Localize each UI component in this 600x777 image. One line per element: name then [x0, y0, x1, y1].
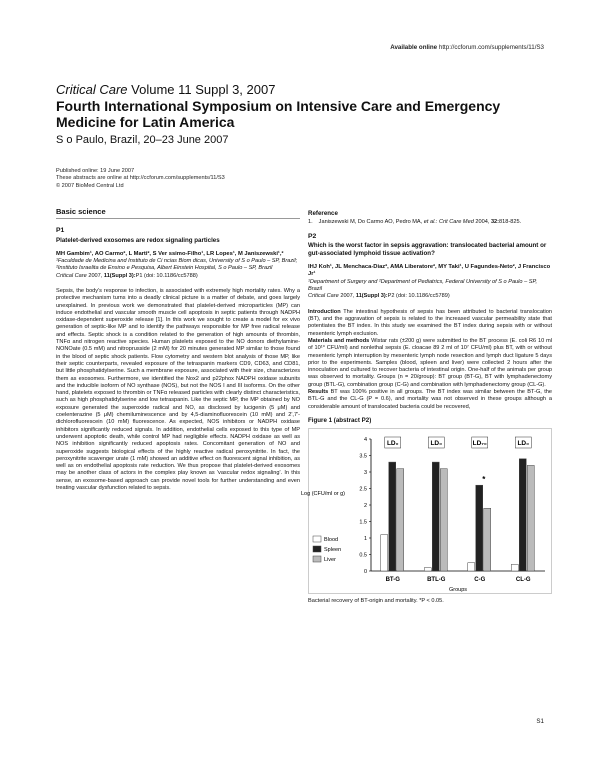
figure-caption: Bacterial recovery of BT-origin and mortality. *P < 0.05.: [308, 598, 444, 605]
bar-blood-bt-g: [381, 535, 388, 571]
journal-volume: Volume 11 Suppl 3, 2007: [131, 82, 276, 97]
y-axis-label: Log (CFU/ml or g): [300, 491, 346, 498]
ref-year: 2004,: [473, 219, 491, 226]
online-url: These abstracts are online at http://ccforum.com/supplements/11/S3: [56, 175, 225, 182]
annotation-label: LD₀: [386, 440, 399, 448]
bar-blood-cl-g: [511, 565, 518, 572]
abstract-id-p2: P2: [308, 232, 317, 240]
bar-liver-btl-g: [440, 469, 447, 571]
y-tick-label: 2: [363, 503, 367, 510]
x-axis-label: Groups: [448, 587, 468, 594]
legend-swatch-blood: [313, 536, 321, 542]
y-tick-label: 1.5: [359, 519, 367, 526]
legend-label-liver: Liver: [324, 557, 336, 564]
abstract-id-p1: P1: [56, 227, 65, 235]
reference-item: [308, 219, 552, 226]
citation-year: 2007,: [86, 272, 104, 279]
citation-journal: Critical Care: [56, 272, 87, 279]
journal-name: Critical Care: [56, 82, 128, 97]
x-tick-label: CL-G: [515, 577, 531, 584]
y-tick-label: 1: [363, 536, 367, 543]
page-title: Fourth International Symposium on Intensive Care and Emergency Medicine for Latin America: [56, 98, 501, 130]
bar-spleen-btl-g: [432, 462, 439, 571]
significance-star: *: [482, 475, 486, 485]
annotation-label: LD₇₀: [472, 440, 487, 448]
intro-label: Introduction: [308, 308, 341, 315]
journal-line: [56, 82, 275, 97]
y-tick-label: 0: [363, 569, 367, 576]
affiliation-p1: ¹Faculdade de Medicina and Instituto de Ci ncias Biom dicas, University of S o Paulo – SP, Brazil; ²Instituto Israelita de Ensino e Pesquisa, Albert Einstein Hospital, S o Paulo – SP, Brazil: [56, 258, 298, 272]
methods-text: Wistar rats (±200 g) were submitted to the BT process (E. coli R6 10 ml of 10¹⁰ CFU/ml) and nonlethal sepsis (E. cloacae 89 2 ml of 10⁷ CFU/ml) plus BT, with or without mesenteric lymph interruption by mesenteric lymph node resection and lymph duct ligature 5 days prior to the experiments. Samples (blood, spleen and liver) were collected 2 hours after the innoculation and cultured to recover bacteria of intestinal origin. One-half of the animals per group was observed to mortality. Groups (n = 20/group): BT group (BT-G), BT with lymphadenectomy group (BTL-G), combination group (C-G) and combination with lymphadenectomy group (CL-G).: [308, 337, 552, 388]
annotation-label: LD₀: [430, 440, 443, 448]
y-tick-label: 4: [363, 437, 367, 444]
ref-journal: Crit Care Med: [439, 219, 474, 226]
y-tick-label: 2.5: [359, 486, 367, 493]
methods-label: Materials and methods: [308, 337, 370, 344]
results-label: Results: [308, 389, 329, 396]
bar-blood-btl-g: [424, 568, 431, 571]
publication-meta: [56, 168, 225, 190]
ref-authors: Janiszewski M, Do Carmo AO, Pedro MA,: [318, 219, 424, 226]
left-column: [56, 208, 300, 492]
figure-title: Figure 1 (abstract P2): [308, 416, 372, 424]
figure-chart: [300, 428, 552, 594]
ref-sep: :: [435, 219, 439, 226]
citation-year: 2007,: [338, 293, 356, 300]
right-column: [300, 210, 552, 606]
citation-volume: 11(Suppl 3):: [355, 293, 388, 300]
citation-p2: [308, 293, 552, 300]
legend-label-blood: Blood: [324, 537, 339, 544]
legend-swatch-liver: [313, 556, 321, 562]
available-url[interactable]: http://ccforum.com/supplements/11/S3: [438, 44, 544, 51]
results-text: BT was 100% positive in all groups. The BT index was similar between the BT-G, the BTL-G and the CL-G (P = 0.6), and mortality was not observed in these groups although a considerable amount of translocated bacteria could be recovered,: [308, 389, 552, 410]
reference-heading: Reference: [308, 210, 338, 217]
bar-chart: [300, 429, 553, 595]
ref-volume: 32:: [490, 219, 500, 226]
intro-text: The intestinal hypothesis of sepsis has been attributed to bacterial translocation (BT), and the aggravation of sepsis is related to the increased vascular permeability state that potentiates the BT index. In this study we examined the BT index during sepsis with or without mesenteric lymph exclusion.: [308, 308, 552, 337]
authors-p2: IHJ Koh¹, JL Menchaca-Diaz², AMA Liberatore², MY Taki¹, U Fagundes-Neto², J Francisco Jr¹: [308, 263, 551, 278]
x-tick-label: C-G: [474, 577, 486, 584]
bar-liver-c-g: [484, 509, 491, 572]
reference-text: [319, 219, 521, 226]
citation-doi: P1 (doi: 10.1186/cc5788): [135, 272, 198, 279]
citation-p1: [56, 273, 300, 280]
copyright: © 2007 BioMed Central Ltd: [56, 182, 124, 189]
y-tick-label: 3: [363, 470, 367, 477]
bar-liver-cl-g: [527, 466, 534, 572]
legend-label-spleen: Spleen: [324, 547, 342, 554]
y-tick-label: 0.5: [359, 552, 367, 559]
body-p1: Sepsis, the body's response to infection, is associated with extremely high mortality rates. Why a protective mechanism turns into a deadly clinical picture is a matter of debate, and goes largely unexplained. In previous work we demonstrated that platelet-derived microparticles (MP) can induce endothelial and vascular smooth muscle cell apoptosis in septic patients through NADPH oxidase-dependent superoxide release [1]. In this work we sought to create a model for ex vivo generation of septic-like MP and to identify the pathways responsible for MP free radical release and effects. Septic shock is a condition related to the generation of high amounts of thrombin, TNFα and nitrogen reactive species. Human platelets exposed to the NO donors diethylamine-NONOate (0.5 mM) and nitroprusside (2 mM) for 20 minutes generated MP similar to those found in the blood of septic shock patients. Flow cytometry and western blot analysis of those MP, like their septic counterparts, revealed exposure of the tetraspanin markers CD9, CD63, and CD81, but little phosphatidylserine. Such a membrane exposure, associated with their size, characterizes them as exosomes. Furthermore, we identified the Nox2 and p22phox NADPH oxidase subunits and the inducible isoform of NO synthase (NOS), but not the NOS I and III isoforms. On the other hand, platelets exposed to thrombin or TNFα released particles with clearly distinct characteristics, such as high phosphatidylserine and low tetraspanin. Like the septic MP, the MP obtained by NO exposure generated the superoxide radical and NO, as disclosed by lucigenin (5 μM) and coelenterazine (5 μM) chemiluminescence and by 4,5-diaminofluorescein (10 mM) and 2',7'-dichlorofluorescein (10 mM) fluorescence. As expected, NOS inhibitors or NADPH oxidase inhibitors significantly reduced signals. In addition, endothelial cells exposed to this type of MP underwent apoptotic death, while control MP had negligible effects. NADPH oxidase as well as NOS inhibition significantly reduced apoptosis rates. Concomitant generation of NO and superoxide suggests biological effects of the highly reactive radical peroxynitrite. In fact, the peroxynitrite scavenger urate (1 mM) showed an additive effect on fluorescent signal inhibition, as well as on endothelial apoptosis rate reduction. We thus propose that platelet-derived exosomes may be another class of actors in the complex play known as 'vascular redox signaling'. In this sense, an exosome-based approach can provide novel tools for further understanding and even treating vascular dysfunction related to sepsis.: [56, 287, 300, 491]
legend-swatch-spleen: [313, 546, 321, 552]
available-online: [390, 44, 544, 51]
ref-pages: 818-825.: [499, 219, 522, 226]
bar-spleen-cl-g: [519, 459, 526, 571]
available-label: Available online: [390, 44, 438, 51]
abstract-title-p2: Which is the worst factor in sepsis aggravation: translocated bacterial amount or gut-associated lymphoid tissue activation?: [308, 241, 547, 257]
reference-number: 1.: [308, 219, 313, 226]
citation-volume: 11(Suppl 3):: [103, 272, 136, 279]
annotation-label: LD₀: [517, 440, 530, 448]
affiliation-p2: ¹Department of Surgery and ²Department of Pediatrics, Federal University of S o Paulo – SP, Brazil: [308, 278, 538, 293]
x-tick-label: BT-G: [385, 577, 400, 584]
x-tick-label: BTL-G: [427, 577, 446, 584]
body-p2: [308, 309, 552, 411]
section-heading: Basic science: [56, 208, 300, 219]
abstract-title-p1: Platelet-derived exosomes are redox signaling particles: [56, 236, 220, 244]
conference-location: S o Paulo, Brazil, 20–23 June 2007: [56, 134, 229, 146]
citation-doi: P2 (doi: 10.1186/cc5789): [387, 293, 450, 300]
page-number: S1: [536, 718, 544, 725]
bar-spleen-c-g: [476, 485, 483, 571]
authors-p1: MH Gambim¹, AO Carmo², L Marti², S Ver ssimo-Filho¹, LR Lopes¹, M Janiszewski¹,²: [56, 250, 284, 257]
published-date: Published online: 19 June 2007: [56, 168, 135, 174]
citation-journal: Critical Care: [308, 293, 339, 300]
y-tick-label: 3.5: [359, 453, 367, 460]
bar-liver-bt-g: [397, 469, 404, 571]
ref-etal: et al.: [423, 219, 436, 226]
bar-blood-c-g: [468, 563, 475, 571]
bar-spleen-bt-g: [389, 462, 396, 571]
